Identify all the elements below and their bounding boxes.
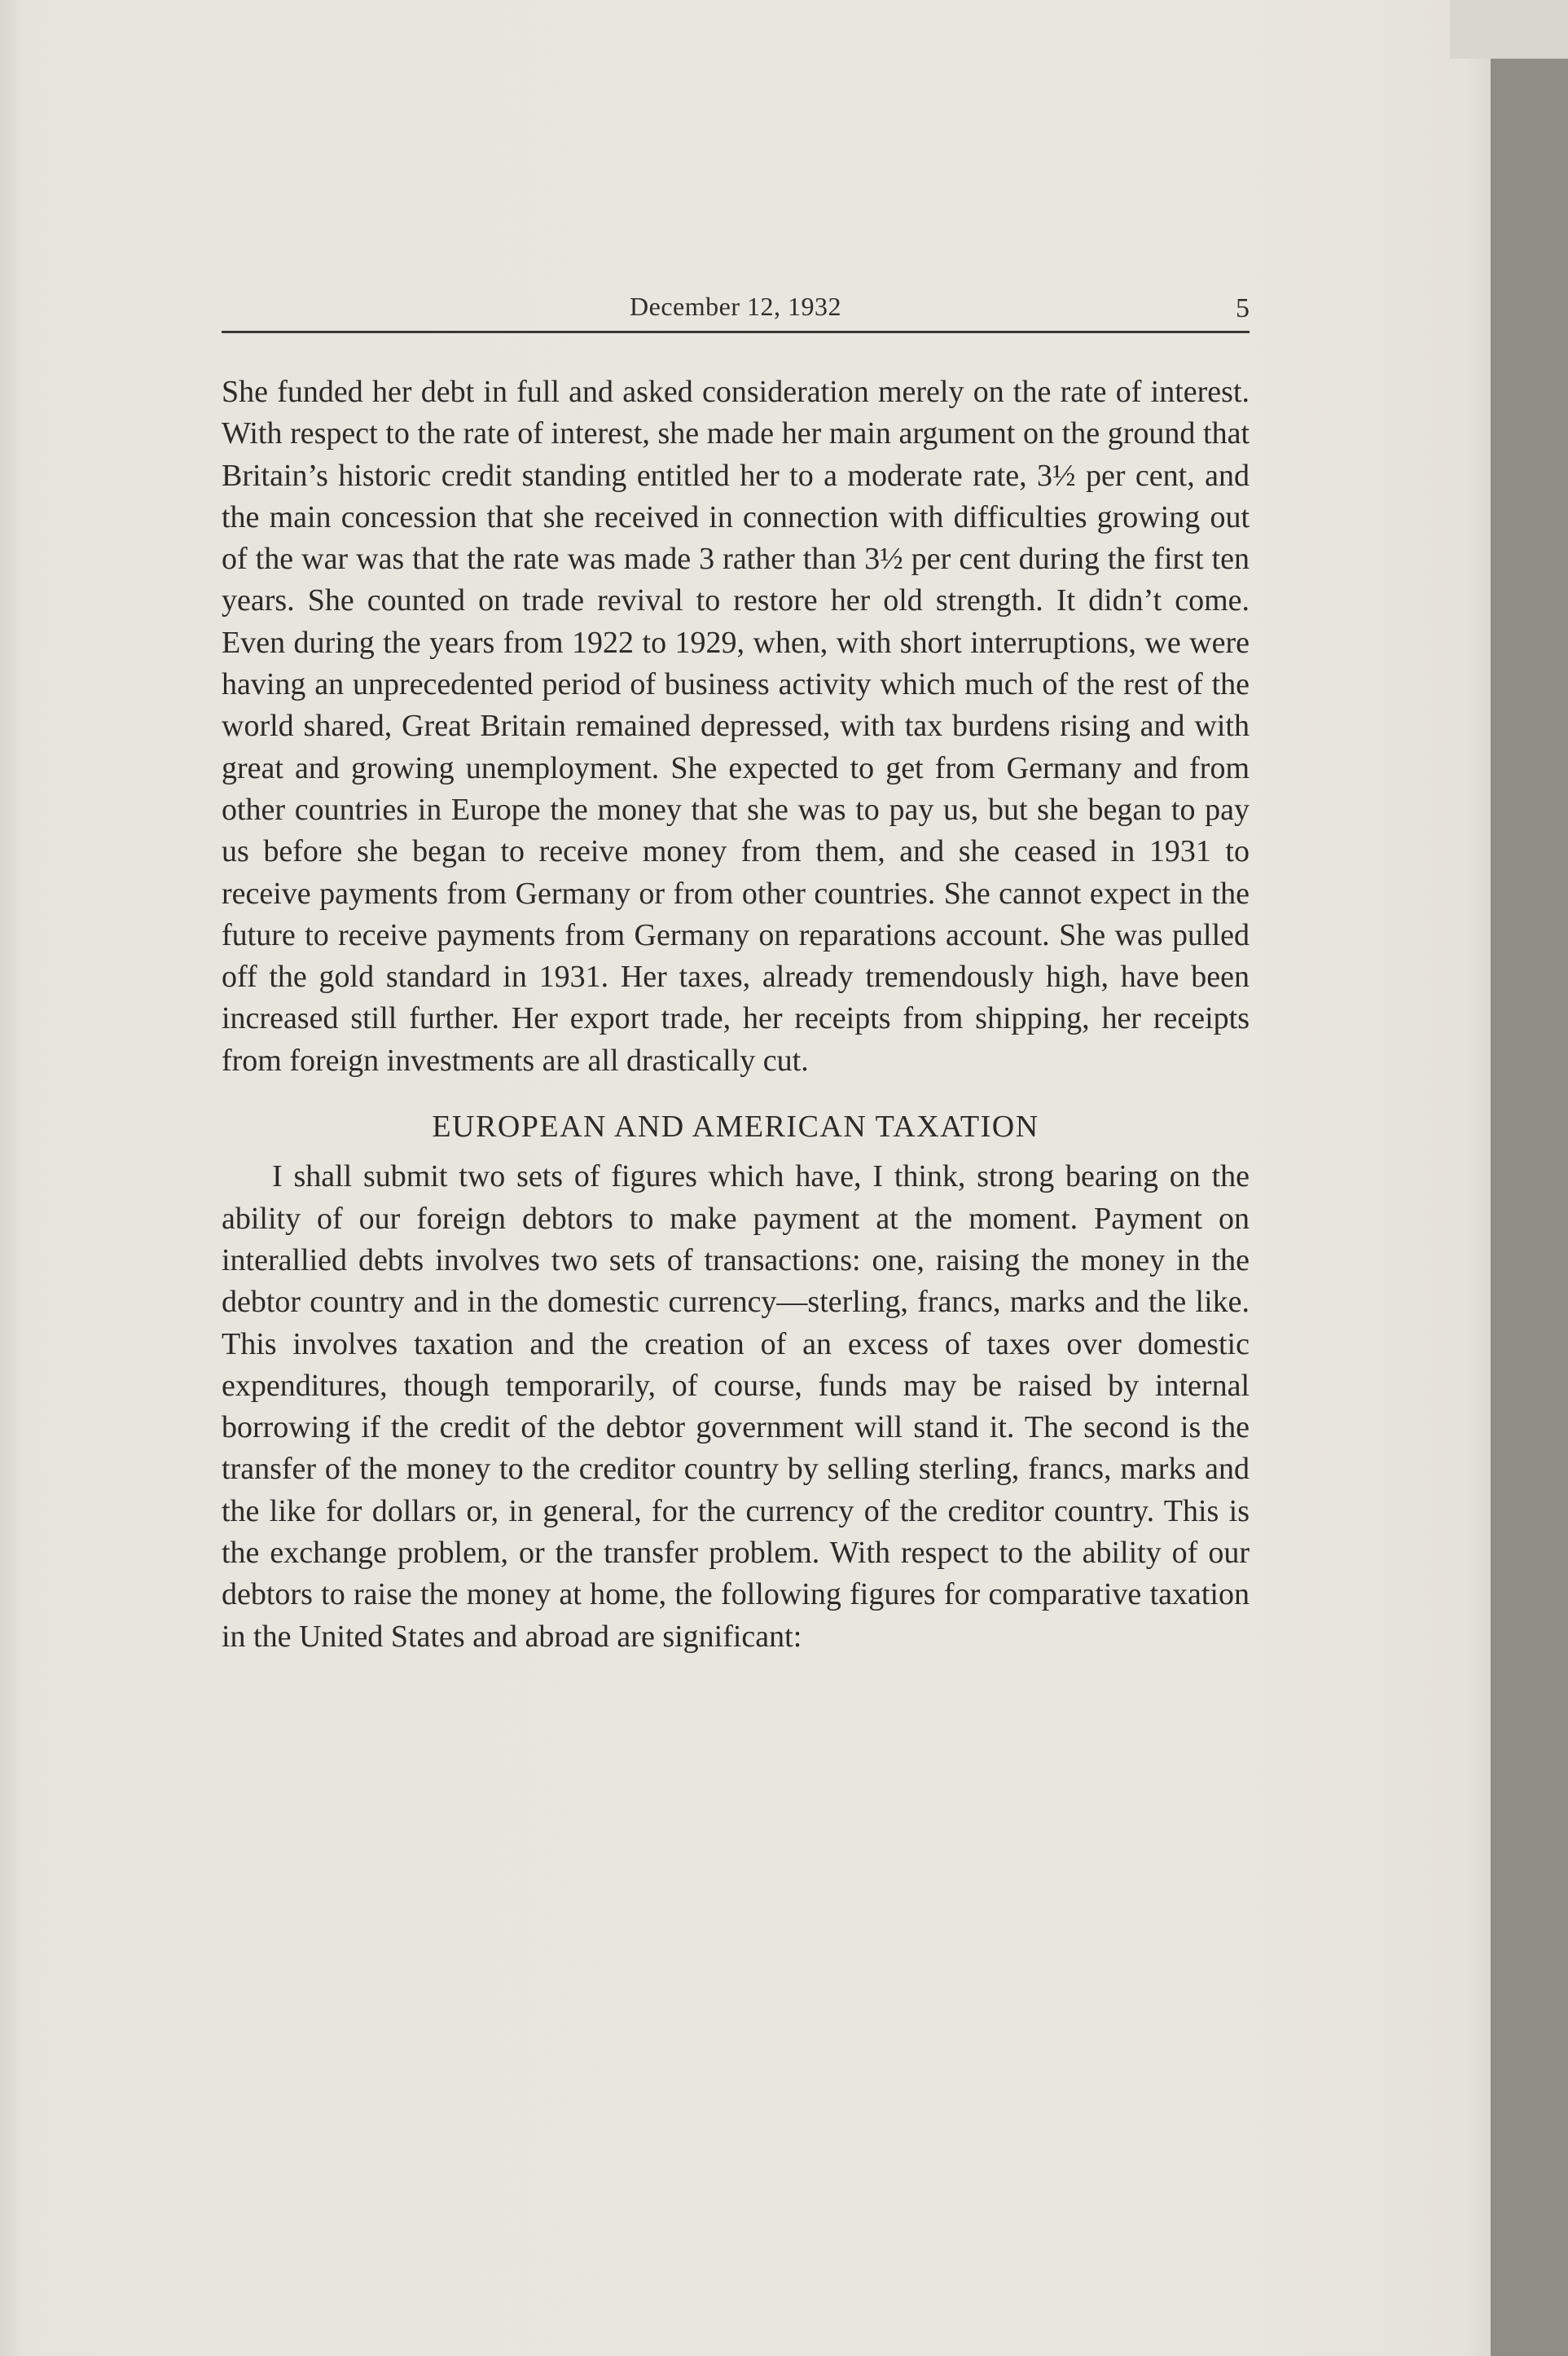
body-text <box>222 371 1250 1658</box>
background-edge <box>1491 0 1568 2356</box>
header-rule <box>222 331 1250 333</box>
running-header <box>222 292 1250 336</box>
paragraph-1: She funded her debt in full and asked consideration merely on the rate of interest. With respect to the rate of interest, she made her main argument on the ground that Britain’s historic credit standing entitled her to a moderate rate, 3½ per cent, and the main concession that she received in connection with difficulties growing out of the war was that the rate was made 3 rather than 3½ per cent during the first ten years. She counted on trade revival to restore her old strength. It didn’t come. Even during the years from 1922 to 1929, when, with short interruptions, we were having an unprecedented period of business activity which much of the rest of the world shared, Great Britain remained depressed, with tax burdens rising and with great and growing unemployment. She expected to get from Germany and from other countries in Europe the money that she was to pay us, but she began to pay us before she began to receive money from them, and she ceased in 1931 to receive payments from Germany or from other countries. She cannot expect in the future to receive payments from Germany on reparations account. She was pulled off the gold standard in 1931. Her taxes, already tremendously high, have been increased still further. Her export trade, her receipts from shipping, her receipts from foreign investments are all drastically cut. <box>222 375 1250 1078</box>
section-heading: EUROPEAN AND AMERICAN TAXATION <box>432 1110 1039 1145</box>
header-date: December 12, 1932 <box>630 292 841 321</box>
page-corner <box>1450 0 1568 59</box>
paragraph-2: I shall submit two sets of figures which have, I think, strong bearing on the ability of our foreign debtors to make payment at the moment. Payment on interallied debts involves two sets of transactions: one, raising the money in the debtor country and in the domestic currency—sterling, francs, marks and the like. This involves taxation and the creation of an excess of taxes over domestic expenditures, though temporarily, of course, funds may be raised by internal borrowing if the credit of the debtor government will stand it. The second is the transfer of the money to the creditor country by selling sterling, francs, marks and the like for dollars or, in general, for the currency of the creditor country. This is the exchange problem, or the transfer problem. With respect to the ability of our debtors to raise the money at home, the following figures for comparative taxation in the United States and abroad are significant: <box>222 1159 1250 1654</box>
page-number: 5 <box>1236 293 1250 323</box>
